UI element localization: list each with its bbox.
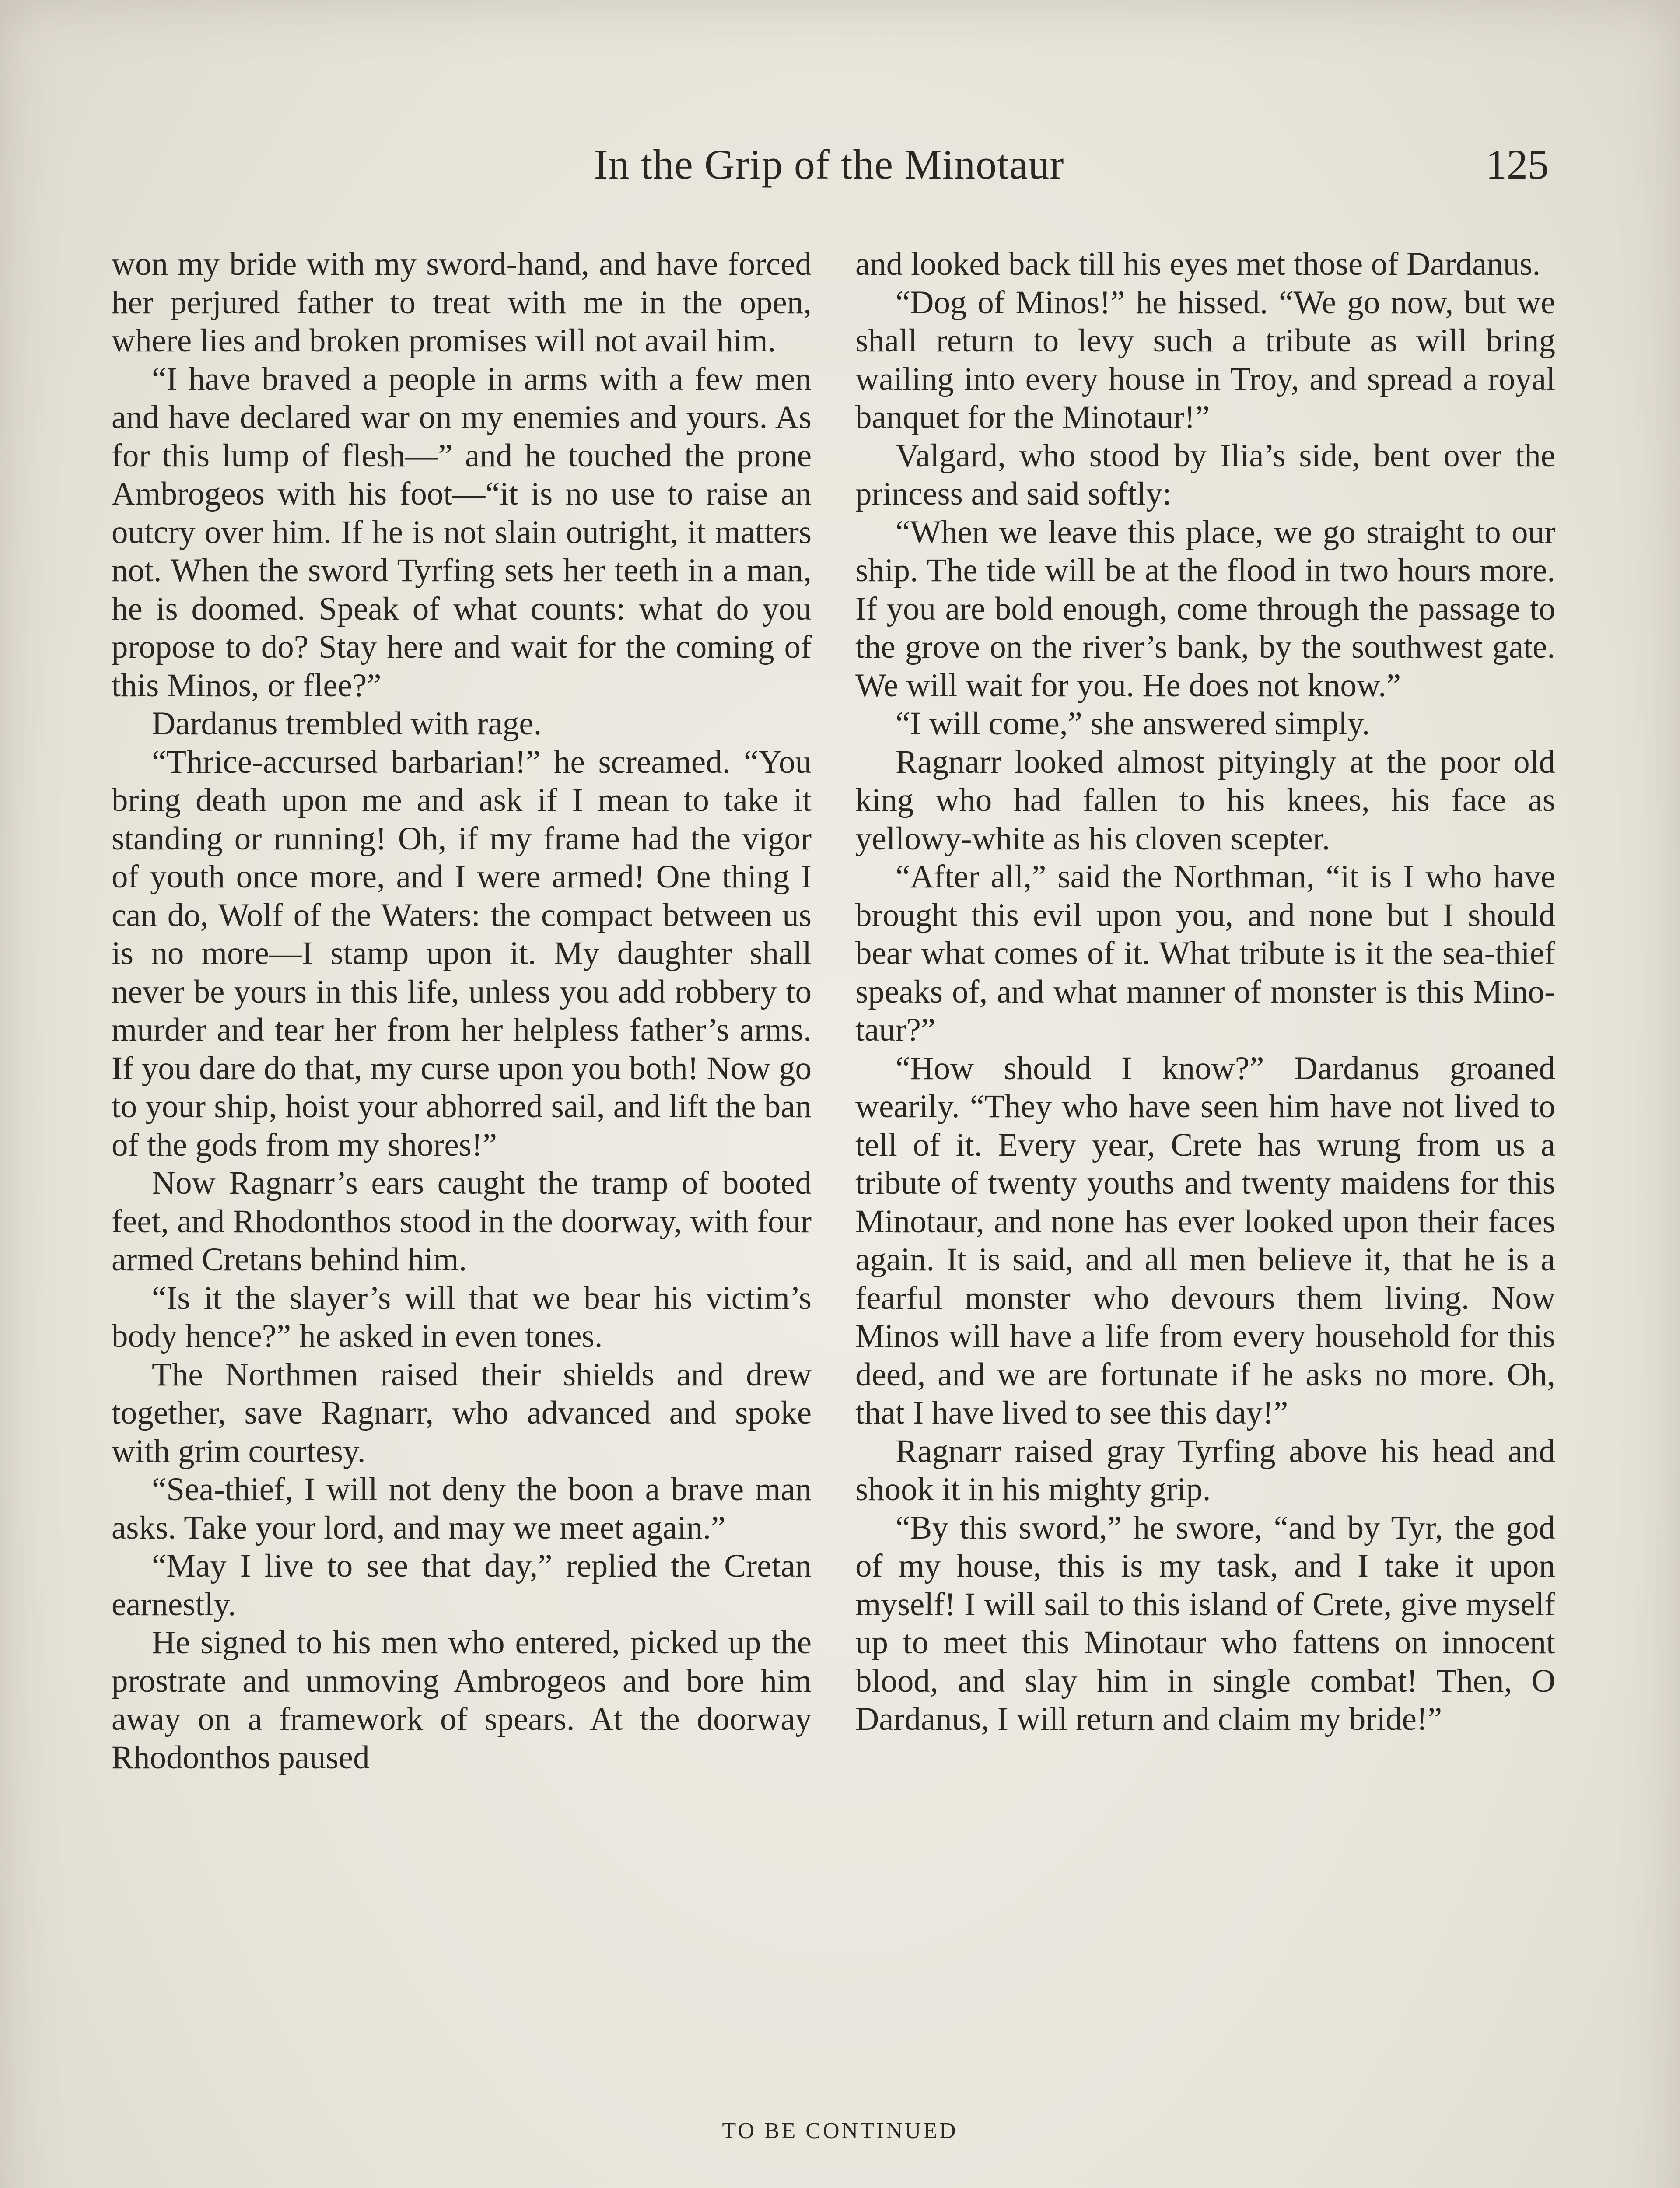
running-title: In the Grip of the Minotaur [594,141,1064,188]
paragraph: “When we leave this place, we go straight to our ship. The tide will be at the flood in two hours more. If you are bold enough, come through the passage to the grove on the river’s bank, by the southwest gate. We will wait for you. He does not know.” [855,514,1555,704]
right-text-column [855,245,1555,2109]
to-be-continued-note: TO BE CONTINUED [722,2118,958,2143]
paragraph: Dardanus trembled with rage. [152,705,542,742]
paragraph: Valgard, who stood by Ilia’s side, bent over the princess and said softly: [855,437,1555,512]
paragraph: “I will come,” she answered simply. [896,705,1370,742]
paragraph: “By this sword,” he swore, “and by Tyr, the god of my house, this is my task, and I take it upon myself! I will sail to this island of Crete, give myself up to meet this Minotaur who fattens on innocent blood, and slay him in single combat! Then, O Dardanus, I will return and claim my bride!” [855,1509,1555,1737]
page-number: 125 [1486,141,1549,188]
paragraph: “Dog of Minos!” he hissed. “We go now, but we shall return to levy such a tribute as will bring wailing into every house in Troy, and spread a royal banquet for the Minotaur!” [855,284,1555,435]
paragraph: and looked back till his eyes met those of Dardanus. [855,246,1541,282]
paragraph: “Is it the slayer’s will that we bear his victim’s body hence?” he asked in even tones. [112,1280,812,1354]
paragraph: Ragnarr looked almost pityingly at the poor old king who had fallen to his knees, his face as yellowy-white as his cloven scepter. [855,743,1555,857]
paragraph: “Sea-thief, I will not deny the boon a brave man asks. Take your lord, and may we meet again.” [112,1471,812,1546]
paragraph: “I have braved a people in arms with a few men and have declared war on my enemies and yours. As for this lump of flesh—” and he touched the prone Ambrogeos with his foot—“it is no use to raise an outcry over him. If he is not slain outright, it matters not. When the sword Tyrfing sets her teeth in a man, he is doomed. Speak of what counts: what do you propose to do? Stay here and wait for the coming of this Minos, or flee?” [112,361,812,704]
left-text-column [112,245,812,2109]
paragraph: The Northmen raised their shields and drew together, save Ragnarr, who advanced and spoke with grim courtesy. [112,1356,812,1469]
page-header [109,140,1549,210]
paragraph: “After all,” said the Northman, “it is I who have brought this evil upon you, and none but I should bear what comes of it. What tribute is it the sea-thief speaks of, and what manner of monster is this Minotaur?” [855,859,1555,1048]
paragraph: “How should I know?” Dardanus groaned wearily. “They who have seen him have not lived to tell of it. Every year, Crete has wrung from us a tribute of twenty youths and twenty maidens for this Minotaur, and none has ever looked upon their faces again. It is said, and all men believe it, that he is a fearful monster who devours them living. Now Minos will have a life from every household for this deed, and we are fortunate if he asks no more. Oh, that I have lived to see this day!” [855,1050,1555,1431]
paragraph: “Thrice-accursed barbarian!” he screamed. “You bring death upon me and ask if I mean to take it standing or running! Oh, if my frame had the vigor of youth once more, and I were armed! One thing I can do, Wolf of the Waters: the compact between us is no more—I stamp upon it. My daughter shall never be yours in this life, unless you add robbery to murder and tear her from her helpless father’s arms. If you dare do that, my curse upon you both! Now go to your ship, hoist your abhorred sail, and lift the ban of the gods from my shores!” [112,743,812,1163]
paragraph: won my bride with my sword-hand, and have forced her perjured father to treat with me in the open, where lies and broken promises will not avail him. [112,246,812,359]
paragraph: “May I live to see that day,” replied the Cretan earnestly. [112,1548,812,1623]
paragraph: Ragnarr raised gray Tyrfing above his head and shook it in his mighty grip. [855,1433,1555,1508]
paragraph: Now Ragnarr’s ears caught the tramp of booted feet, and Rhodonthos stood in the doorway, with four armed Cretans behind him. [112,1165,812,1278]
paragraph: He signed to his men who entered, picked up the prostrate and unmoving Ambrogeos and bore him away on a framework of spears. At the doorway Rhodonthos paused [112,1624,812,1776]
